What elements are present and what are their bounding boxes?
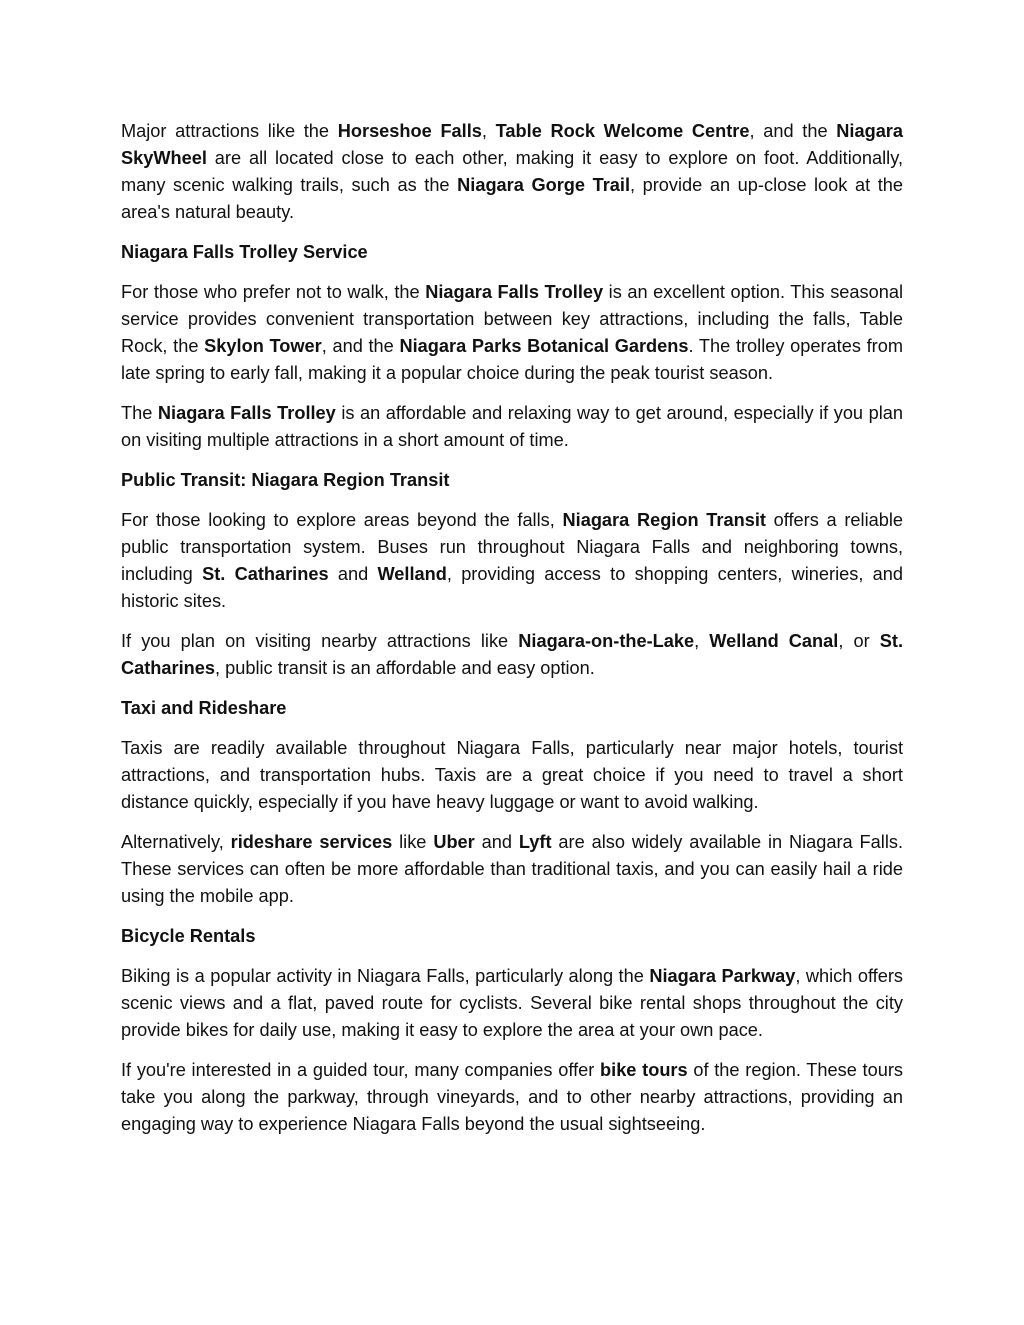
bold-term: Niagara SkyWheel <box>121 121 904 168</box>
bold-term: Niagara Region Transit <box>562 510 766 530</box>
text: , and the <box>321 336 400 356</box>
text: The <box>121 403 158 423</box>
bold-term: St. Catharines <box>202 564 329 584</box>
text: For those looking to explore areas beyond the falls, <box>121 510 563 530</box>
section-heading-bicycle: Bicycle Rentals <box>121 926 256 946</box>
bold-term: Horseshoe Falls <box>337 121 482 141</box>
bold-term: rideshare services <box>230 832 393 852</box>
bold-term: Skylon Tower <box>204 336 322 356</box>
bold-term: Lyft <box>518 832 552 852</box>
text: , provide an up-close look at the area's natural beauty. <box>121 175 903 222</box>
text: , or <box>838 631 880 651</box>
bold-term: Welland Canal <box>709 631 839 651</box>
text: is an affordable and relaxing way to get around, especially if you plan on visiting multiple attractions in a short amount of time. <box>121 403 903 450</box>
bold-term: Niagara Gorge Trail <box>457 175 630 195</box>
text: . The trolley operates from late spring to early fall, making it a popular choice during the peak tourist season. <box>121 336 904 383</box>
text: and <box>328 564 378 584</box>
bold-term: Niagara Falls Trolley <box>157 403 336 423</box>
text: , public transit is an affordable and easy option. <box>215 658 595 678</box>
taxi-paragraph-2 <box>121 829 903 910</box>
bold-term: Welland <box>377 564 447 584</box>
transit-paragraph-1 <box>121 507 903 615</box>
text: Major attractions like the <box>121 121 338 141</box>
bold-term: Niagara Parks Botanical Gardens <box>399 336 689 356</box>
document-page <box>121 118 903 1151</box>
text: Taxis are readily available throughout Niagara Falls, particularly near major hotels, tourist attractions, and transportation hubs. Taxis are a great choice if you need to travel a short distance quickly, especially if you have heavy luggage or want to avoid walking. <box>121 738 903 812</box>
text: , <box>481 121 496 141</box>
intro-paragraph <box>121 118 903 226</box>
bold-term: Table Rock Welcome Centre <box>495 121 750 141</box>
text: are also widely available in Niagara Falls. These services can often be more affordable than traditional taxis, and you can easily hail a ride using the mobile app. <box>121 832 904 906</box>
bold-term: Niagara-on-the-Lake <box>518 631 695 651</box>
bold-term: Niagara Falls Trolley <box>425 282 604 302</box>
text: Alternatively, <box>121 832 231 852</box>
bold-term: Niagara Parkway <box>649 966 796 986</box>
bicycle-paragraph-2 <box>121 1057 903 1138</box>
bicycle-paragraph-1 <box>121 963 903 1044</box>
text: , and the <box>749 121 837 141</box>
text: For those who prefer not to walk, the <box>121 282 426 302</box>
section-heading-trolley: Niagara Falls Trolley Service <box>121 242 368 262</box>
text: and <box>474 832 519 852</box>
transit-paragraph-2 <box>121 628 903 682</box>
text: is an excellent option. This seasonal service provides convenient transportation between key attractions, including the falls, Table Rock, the <box>121 282 904 356</box>
section-heading-transit: Public Transit: Niagara Region Transit <box>121 470 450 490</box>
text: like <box>392 832 434 852</box>
text: are all located close to each other, making it easy to explore on foot. Additionally, many scenic walking trails, such as the <box>121 148 903 195</box>
text: , which offers scenic views and a flat, paved route for cyclists. Several bike rental shops throughout the city provide bikes for daily use, making it easy to explore the area at your own pace. <box>121 966 903 1040</box>
text: If you're interested in a guided tour, many companies offer <box>121 1060 601 1080</box>
text: , providing access to shopping centers, wineries, and historic sites. <box>121 564 904 611</box>
taxi-paragraph-1 <box>121 735 903 816</box>
trolley-paragraph-2 <box>121 400 903 454</box>
trolley-paragraph-1 <box>121 279 903 387</box>
text: If you plan on visiting nearby attractions like <box>121 631 519 651</box>
section-heading-taxi: Taxi and Rideshare <box>121 698 287 718</box>
bold-term: bike tours <box>600 1060 688 1080</box>
text: of the region. These tours take you along the parkway, through vineyards, and to other nearby attractions, providing an engaging way to experience Niagara Falls beyond the usual sightseeing. <box>121 1060 903 1134</box>
bold-term: St. Catharines <box>121 631 903 678</box>
bold-term: Uber <box>433 832 475 852</box>
text: , <box>694 631 710 651</box>
text: offers a reliable public transportation system. Buses run throughout Niagara Falls and neighboring towns, including <box>121 510 903 584</box>
text: Biking is a popular activity in Niagara Falls, particularly along the <box>121 966 650 986</box>
